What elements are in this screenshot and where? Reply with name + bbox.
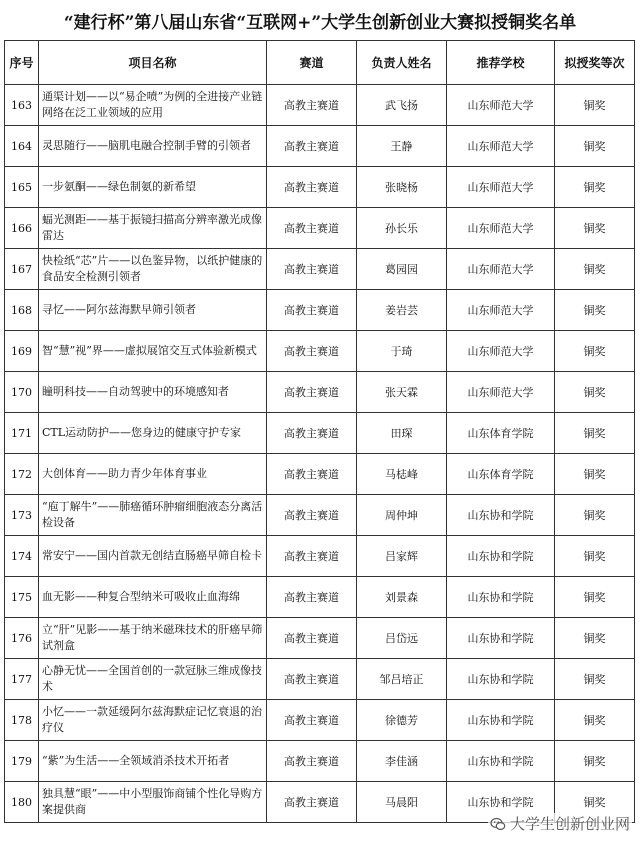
cell-leader: 马晨阳 [357,782,447,823]
header-serial: 序号 [5,41,39,85]
cell-school: 山东师范大学 [447,85,555,126]
cell-leader: 武飞扬 [357,85,447,126]
cell-school: 山东协和学院 [447,741,555,782]
cell-project-name: 寻忆——阿尔兹海默早筛引领者 [39,290,267,331]
cell-leader: 王静 [357,126,447,167]
document-title: “建行杯”第八届山东省“互联网+”大学生创新创业大赛拟授铜奖名单 [63,13,577,33]
cell-award-level: 铜奖 [555,126,635,167]
cell-leader: 葛园园 [357,249,447,290]
table-row [5,167,635,208]
cell-serial: 165 [5,167,39,208]
cell-project-name: 独具慧“眼”——中小型服饰商铺个性化导购方案提供商 [39,782,267,823]
cell-leader: 孙长乐 [357,208,447,249]
header-leader: 负责人姓名 [357,41,447,85]
cell-school: 山东师范大学 [447,331,555,372]
cell-track: 高教主赛道 [267,700,357,741]
cell-school: 山东师范大学 [447,290,555,331]
cell-leader: 马梽峰 [357,454,447,495]
cell-award-level: 铜奖 [555,167,635,208]
cell-serial: 178 [5,700,39,741]
cell-track: 高教主赛道 [267,413,357,454]
cell-leader: 邹吕培正 [357,659,447,700]
header-track: 赛道 [267,41,357,85]
table-row [5,372,635,413]
cell-track: 高教主赛道 [267,618,357,659]
cell-school: 山东师范大学 [447,167,555,208]
cell-serial: 177 [5,659,39,700]
cell-award-level: 铜奖 [555,659,635,700]
cell-school: 山东协和学院 [447,495,555,536]
cell-award-level: 铜奖 [555,208,635,249]
cell-award-level: 铜奖 [555,413,635,454]
cell-track: 高教主赛道 [267,331,357,372]
table-row [5,249,635,290]
table-row [5,536,635,577]
cell-leader: 田琛 [357,413,447,454]
cell-track: 高教主赛道 [267,577,357,618]
cell-leader: 张天霖 [357,372,447,413]
cell-award-level: 铜奖 [555,249,635,290]
table-row [5,577,635,618]
cell-serial: 176 [5,618,39,659]
table-body [5,85,635,823]
header-award-level: 拟授奖等次 [555,41,635,85]
cell-school: 山东协和学院 [447,782,555,823]
cell-award-level: 铜奖 [555,700,635,741]
cell-leader: 吕岱远 [357,618,447,659]
cell-track: 高教主赛道 [267,659,357,700]
cell-leader: 姜岩芸 [357,290,447,331]
cell-school: 山东协和学院 [447,618,555,659]
cell-award-level: 铜奖 [555,782,635,823]
cell-track: 高教主赛道 [267,495,357,536]
cell-award-level: 铜奖 [555,372,635,413]
cell-school: 山东协和学院 [447,659,555,700]
cell-project-name: 心静无忧——全国首创的一款冠脉三维成像技术 [39,659,267,700]
cell-project-name: CTL运动防护——您身边的健康守护专家 [39,413,267,454]
wechat-icon [490,816,506,832]
cell-serial: 179 [5,741,39,782]
cell-track: 高教主赛道 [267,454,357,495]
table-row [5,413,635,454]
cell-leader: 张晓杨 [357,167,447,208]
cell-award-level: 铜奖 [555,454,635,495]
cell-school: 山东体育学院 [447,454,555,495]
table-row [5,85,635,126]
cell-award-level: 铜奖 [555,85,635,126]
header-school: 推荐学校 [447,41,555,85]
table-row [5,741,635,782]
cell-school: 山东师范大学 [447,126,555,167]
cell-project-name: 一步氨酮——绿色制氨的新希望 [39,167,267,208]
cell-serial: 166 [5,208,39,249]
cell-project-name: “紫”为生活——全领域消杀技术开拓者 [39,741,267,782]
cell-serial: 171 [5,413,39,454]
table-row [5,331,635,372]
cell-track: 高教主赛道 [267,536,357,577]
cell-serial: 174 [5,536,39,577]
cell-serial: 169 [5,331,39,372]
cell-track: 高教主赛道 [267,126,357,167]
cell-project-name: 血无影——种复合型纳米可吸收止血海绵 [39,577,267,618]
cell-serial: 175 [5,577,39,618]
cell-project-name: 大创体育——助力青少年体育事业 [39,454,267,495]
cell-serial: 173 [5,495,39,536]
cell-project-name: 智“慧”视”界——虚拟展馆交互式体验新模式 [39,331,267,372]
cell-track: 高教主赛道 [267,741,357,782]
cell-school: 山东师范大学 [447,372,555,413]
cell-school: 山东体育学院 [447,413,555,454]
cell-school: 山东师范大学 [447,249,555,290]
cell-project-name: 通渠计划——以“易企喷”为例的全进接产业链网络在泛工业领域的应用 [39,85,267,126]
table-row [5,454,635,495]
cell-school: 山东协和学院 [447,577,555,618]
cell-award-level: 铜奖 [555,536,635,577]
cell-project-name: “庖丁解牛”——肺癌循环肿瘤细胞液态分离活检设备 [39,495,267,536]
cell-serial: 167 [5,249,39,290]
cell-serial: 172 [5,454,39,495]
cell-leader: 徐德芳 [357,700,447,741]
cell-project-name: 灵思随行——脑肌电融合控制手臂的引领者 [39,126,267,167]
cell-award-level: 铜奖 [555,290,635,331]
cell-track: 高教主赛道 [267,167,357,208]
watermark [488,813,632,834]
table-row [5,495,635,536]
cell-project-name: 蝠光测距——基于振镜扫描高分辨率激光成像雷达 [39,208,267,249]
cell-serial: 180 [5,782,39,823]
cell-project-name: 常安宁——国内首款无创结直肠癌早筛自检卡 [39,536,267,577]
cell-award-level: 铜奖 [555,495,635,536]
cell-school: 山东协和学院 [447,700,555,741]
cell-leader: 刘景森 [357,577,447,618]
cell-serial: 163 [5,85,39,126]
table-row [5,208,635,249]
cell-serial: 168 [5,290,39,331]
cell-award-level: 铜奖 [555,618,635,659]
cell-leader: 李佳涵 [357,741,447,782]
cell-track: 高教主赛道 [267,782,357,823]
cell-project-name: 快检纸“芯”片——以色鉴异物，以纸护健康的食品安全检测引领者 [39,249,267,290]
cell-award-level: 铜奖 [555,741,635,782]
cell-project-name: 立“肝”见影——基于纳米磁珠技术的肝癌早筛试剂盒 [39,618,267,659]
cell-serial: 164 [5,126,39,167]
cell-track: 高教主赛道 [267,249,357,290]
header-project-name: 项目名称 [39,41,267,85]
table-row [5,700,635,741]
cell-leader: 周仲坤 [357,495,447,536]
cell-track: 高教主赛道 [267,208,357,249]
table-row [5,290,635,331]
cell-award-level: 铜奖 [555,577,635,618]
cell-award-level: 铜奖 [555,331,635,372]
table-row [5,618,635,659]
cell-track: 高教主赛道 [267,290,357,331]
cell-track: 高教主赛道 [267,85,357,126]
table-row [5,126,635,167]
cell-project-name: 小忆——一款延缓阿尔兹海默症记忆衰退的治疗仪 [39,700,267,741]
cell-leader: 吕家辉 [357,536,447,577]
cell-school: 山东师范大学 [447,208,555,249]
cell-school: 山东协和学院 [447,536,555,577]
bronze-award-table [4,40,635,823]
watermark-text: 大学生创新创业网 [509,815,630,833]
table-header-row [5,41,635,85]
cell-serial: 170 [5,372,39,413]
cell-project-name: 瞳明科技——自动驾驶中的环境感知者 [39,372,267,413]
table-row [5,659,635,700]
cell-track: 高教主赛道 [267,372,357,413]
cell-leader: 于琦 [357,331,447,372]
